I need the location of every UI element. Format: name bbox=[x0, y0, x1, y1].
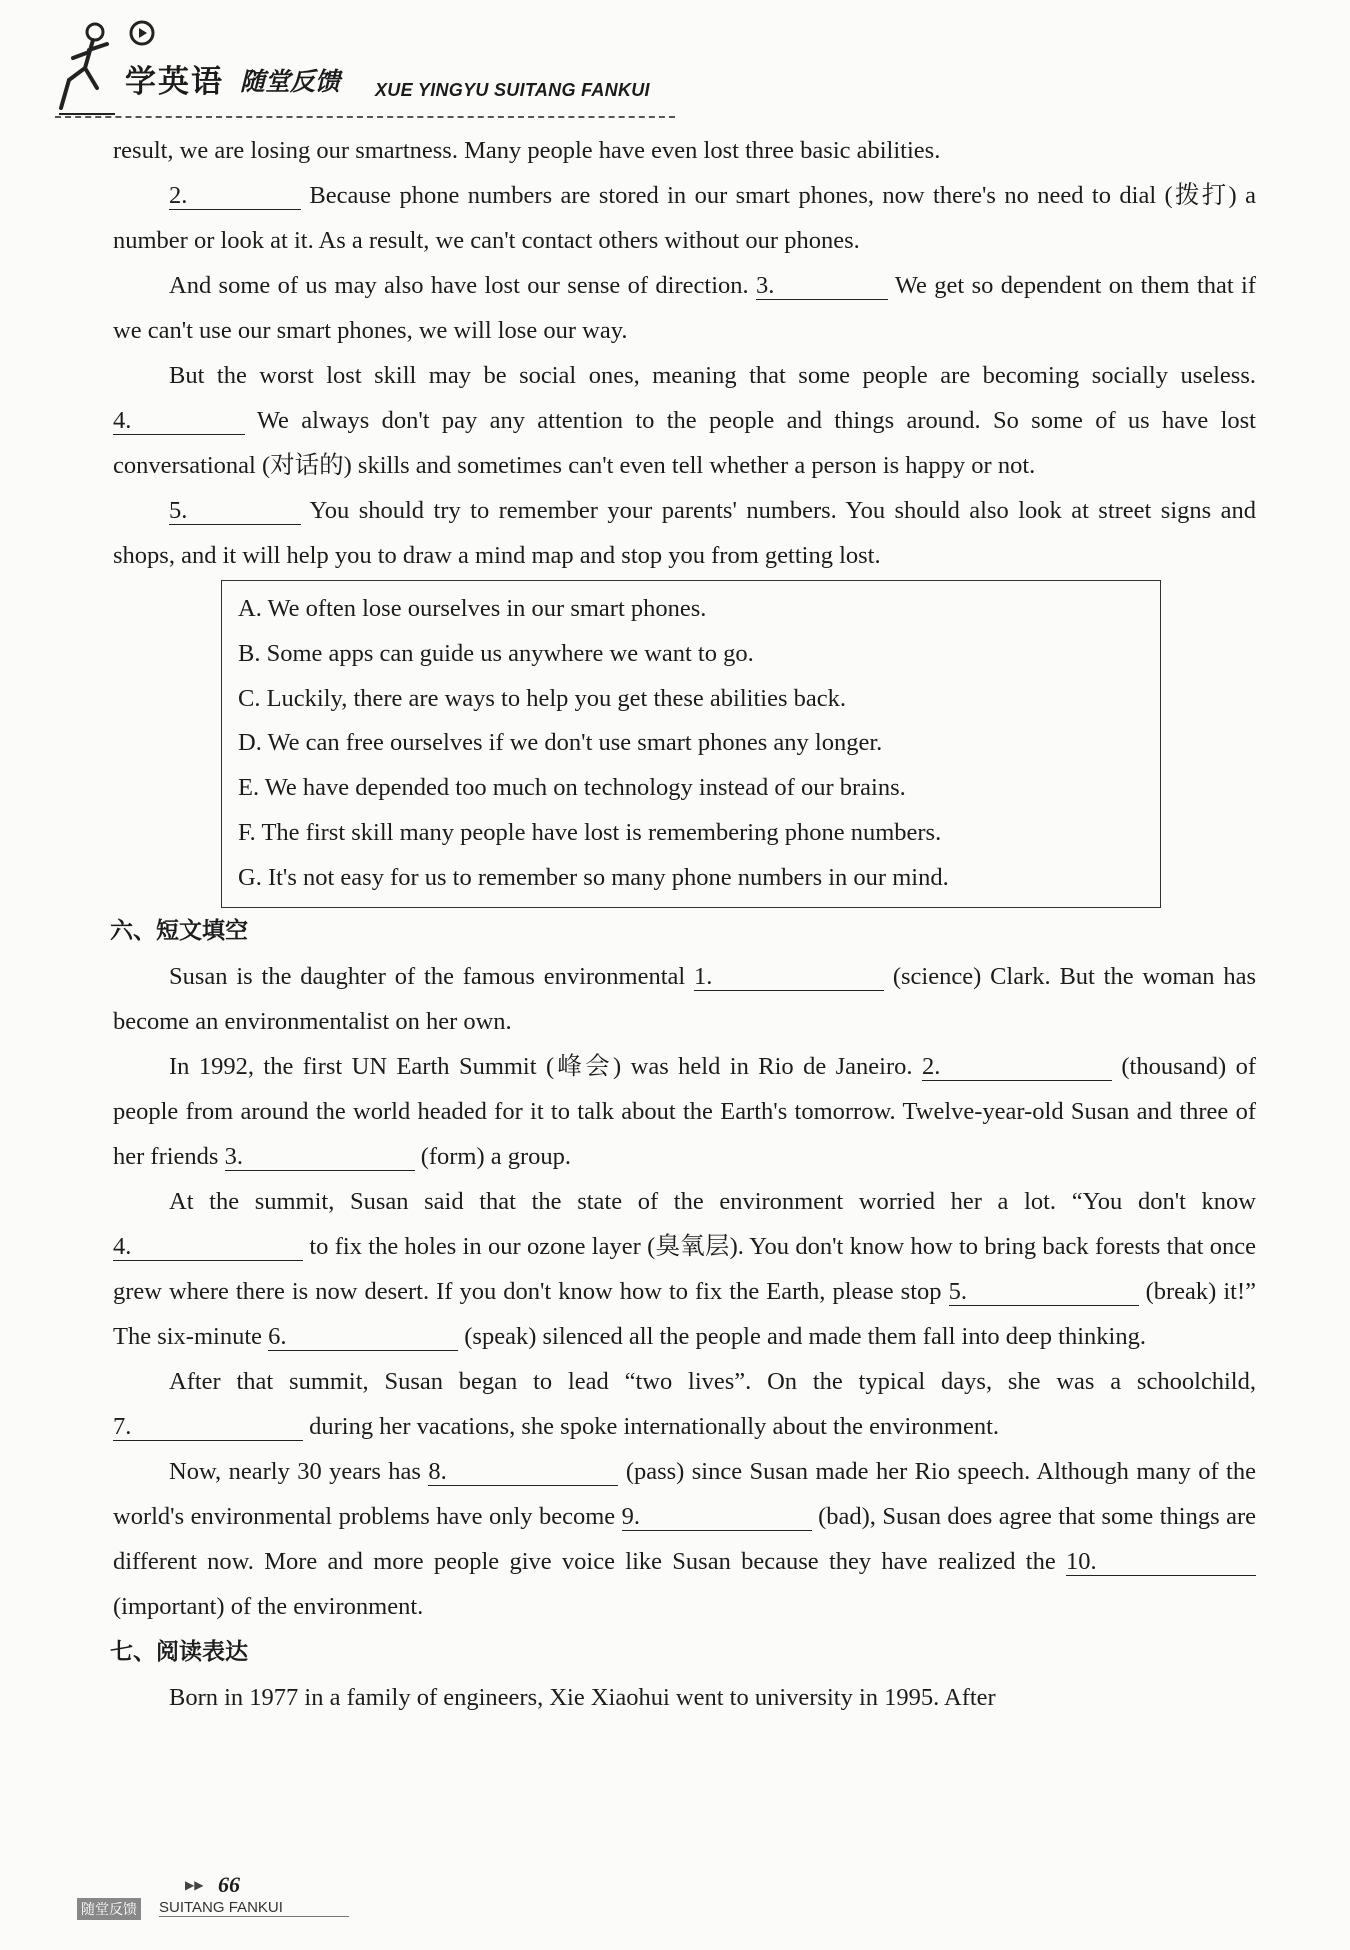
answer-blank[interactable]: 9. bbox=[622, 1504, 812, 1531]
header-title-cn: 学英语 bbox=[125, 64, 224, 100]
answer-blank[interactable]: 5. bbox=[949, 1279, 1139, 1306]
answer-blank[interactable]: 10. bbox=[1066, 1549, 1256, 1576]
footer-tag-cn: 随堂反馈 bbox=[77, 1898, 141, 1920]
answer-blank[interactable]: 6. bbox=[268, 1324, 458, 1351]
option-g: G. It's not easy for us to remember so many phone numbers in our mind. bbox=[238, 863, 949, 891]
passage-paragraph bbox=[113, 488, 1256, 578]
option-e: E. We have depended too much on technology instead of our brains. bbox=[238, 774, 906, 802]
page-header bbox=[55, 18, 675, 123]
passage-paragraph: Born in 1977 in a family of engineers, Xie Xiaohui went to university in 1995. After bbox=[169, 1683, 996, 1711]
passage-paragraph bbox=[113, 173, 1256, 263]
paragraph-text: You should try to remember your parents' numbers. You should also look at street signs and shops, and it will help you to draw a mind map and stop you from getting lost. bbox=[113, 497, 1256, 569]
answer-blank[interactable]: 2. bbox=[922, 1054, 1112, 1081]
double-arrow-icon: ▶▶ bbox=[185, 1878, 204, 1892]
paragraph-text: (science) Clark. But the woman has become an environmentalist on her own. bbox=[113, 962, 1257, 1035]
answer-blank[interactable]: 3. bbox=[756, 273, 888, 300]
paragraph-text: We get so dependent on them that if we can't use our smart phones, we will lose our way. bbox=[113, 272, 1256, 344]
paragraph-text: during her vacations, she spoke internationally about the environment. bbox=[303, 1412, 1000, 1440]
paragraph-text: (bad), Susan does agree that some things are different now. More and more people give voice like Susan because they have realized the bbox=[113, 1502, 1256, 1575]
page-content bbox=[110, 128, 1257, 1720]
answer-blank[interactable]: 3. bbox=[225, 1144, 415, 1171]
play-icon bbox=[129, 20, 155, 46]
footer-tag-en: SUITANG FANKUI bbox=[159, 1899, 349, 1917]
paragraph-text: (speak) silenced all the people and made them fall into deep thinking. bbox=[458, 1322, 1146, 1350]
page-number: 66 bbox=[218, 1872, 240, 1897]
passage-paragraph bbox=[113, 353, 1256, 488]
answer-blank[interactable]: 7. bbox=[113, 1414, 303, 1441]
passage-paragraph bbox=[113, 1449, 1256, 1629]
header-divider bbox=[55, 116, 675, 118]
paragraph-text: (form) a group. bbox=[414, 1142, 572, 1170]
page-footer bbox=[75, 1870, 415, 1930]
paragraph-text: (pass) since Susan made her Rio speech. Although many of the world's environmental problems have only become bbox=[113, 1457, 1256, 1530]
paragraph-text: We always don't pay any attention to the people and things around. So some of us have lost conversational (对话的) skills and sometimes can't even tell whether a person is happy or not. bbox=[113, 407, 1256, 479]
section-heading: 七、阅读表达 bbox=[110, 1638, 248, 1665]
paragraph-text: At the summit, Susan said that the state of the environment worried her a lot. “You don't know bbox=[169, 1187, 1256, 1215]
passage-paragraph bbox=[113, 954, 1256, 1044]
option-d: D. We can free ourselves if we don't use smart phones any longer. bbox=[238, 729, 883, 757]
answer-blank[interactable]: 4. bbox=[113, 1234, 303, 1261]
paragraph-text: Susan is the daughter of the famous environmental bbox=[169, 962, 695, 990]
header-subtitle-cn: 随堂反馈 bbox=[240, 67, 341, 96]
paragraph-text: Now, nearly 30 years has bbox=[169, 1457, 429, 1485]
answer-blank[interactable]: 2. bbox=[169, 183, 301, 210]
passage-line: result, we are losing our smartness. Many people have even lost three basic abilities. bbox=[113, 137, 941, 164]
paragraph-text: (thousand) of people from around the world headed for it to talk about the Earth's tomorrow. Twelve-year-old Susan and three of her friends bbox=[113, 1052, 1256, 1170]
paragraph-text: And some of us may also have lost our sense of direction. bbox=[169, 272, 756, 299]
answer-blank[interactable]: 4. bbox=[113, 408, 245, 435]
option-b: B. Some apps can guide us anywhere we want to go. bbox=[238, 639, 754, 667]
paragraph-text: Because phone numbers are stored in our smart phones, now there's no need to dial (拨打) a number or look at it. As a result, we can't contact others without our phones. bbox=[113, 182, 1256, 254]
runner-logo-icon bbox=[55, 18, 125, 118]
option-a: A. We often lose ourselves in our smart phones. bbox=[238, 595, 707, 622]
passage-paragraph bbox=[113, 263, 1256, 353]
answer-blank[interactable]: 5. bbox=[169, 498, 301, 525]
header-title-en: XUE YINGYU SUITANG FANKUI bbox=[375, 80, 650, 100]
passage-paragraph bbox=[113, 1044, 1256, 1179]
passage-paragraph bbox=[113, 1359, 1256, 1449]
paragraph-text: After that summit, Susan began to lead “two lives”. On the typical days, she was a schoolchild, bbox=[169, 1367, 1256, 1395]
paragraph-text: (break) it!” The six-minute bbox=[113, 1277, 1256, 1350]
paragraph-text: In 1992, the first UN Earth Summit (峰会) was held in Rio de Janeiro. bbox=[169, 1052, 922, 1080]
options-box bbox=[221, 580, 1161, 908]
answer-blank[interactable]: 8. bbox=[428, 1459, 618, 1486]
paragraph-text: (important) of the environment. bbox=[113, 1592, 424, 1620]
paragraph-text: But the worst lost skill may be social ones, meaning that some people are becoming socially useless. bbox=[169, 362, 1256, 389]
answer-blank[interactable]: 1. bbox=[694, 964, 884, 991]
section-heading: 六、短文填空 bbox=[110, 917, 248, 944]
passage-paragraph bbox=[113, 1179, 1256, 1359]
option-c: C. Luckily, there are ways to help you get these abilities back. bbox=[238, 684, 847, 712]
option-f: F. The first skill many people have lost is remembering phone numbers. bbox=[238, 818, 942, 846]
paragraph-text: to fix the holes in our ozone layer (臭氧层). You don't know how to bring back forests that once grew where there is now desert. If you don't know how to fix the Earth, please stop bbox=[113, 1232, 1256, 1305]
